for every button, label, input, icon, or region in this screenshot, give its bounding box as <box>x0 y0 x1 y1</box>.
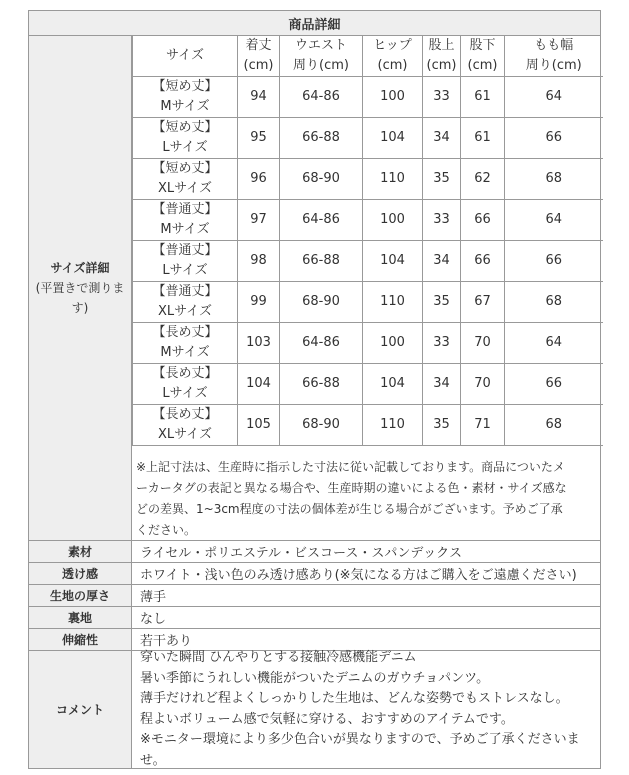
waist-cell: 66-88 <box>280 118 363 159</box>
waist-cell: 64-86 <box>280 323 363 364</box>
table-row <box>133 323 603 364</box>
length-cell: 98 <box>238 241 280 282</box>
length-cell: 104 <box>238 364 280 405</box>
waist-cell: 68-90 <box>280 405 363 446</box>
material-row <box>29 541 600 563</box>
hip-cell: 110 <box>363 405 423 446</box>
product-details-table <box>28 10 601 769</box>
rise-cell: 33 <box>423 323 461 364</box>
transparency-row <box>29 563 600 585</box>
waist-cell: 66-88 <box>280 364 363 405</box>
header-thigh: もも幅 周り(cm) <box>505 36 603 77</box>
size-table-header <box>133 36 603 77</box>
transparency-label: 透け感 <box>29 563 132 584</box>
material-value: ライセル・ポリエステル・ビスコース・スパンデックス <box>140 546 463 561</box>
inseam-cell: 70 <box>461 364 505 405</box>
thickness-row <box>29 585 600 607</box>
inseam-cell: 71 <box>461 405 505 446</box>
rise-cell: 34 <box>423 364 461 405</box>
hip-cell: 100 <box>363 200 423 241</box>
size-cell: 【短め丈】 Mサイズ <box>133 77 238 118</box>
size-cell: 【普通丈】 XLサイズ <box>133 282 238 323</box>
table-row <box>133 159 603 200</box>
stretch-value: 若干あり <box>140 634 193 649</box>
waist-cell: 68-90 <box>280 282 363 323</box>
table-row <box>133 405 603 446</box>
length-cell: 96 <box>238 159 280 200</box>
size-cell: 【長め丈】 Mサイズ <box>133 323 238 364</box>
lining-label: 裏地 <box>29 607 132 628</box>
lining-row <box>29 607 600 629</box>
inseam-cell: 66 <box>461 200 505 241</box>
header-size: サイズ <box>133 36 238 77</box>
length-cell: 99 <box>238 282 280 323</box>
waist-cell: 64-86 <box>280 200 363 241</box>
thigh-cell: 68 <box>505 405 603 446</box>
inseam-cell: 62 <box>461 159 505 200</box>
inseam-cell: 66 <box>461 241 505 282</box>
thigh-cell: 68 <box>505 282 603 323</box>
length-cell: 97 <box>238 200 280 241</box>
table-row <box>133 241 603 282</box>
rise-cell: 35 <box>423 159 461 200</box>
thigh-cell: 66 <box>505 118 603 159</box>
table-row <box>133 282 603 323</box>
thickness-value: 薄手 <box>140 590 167 605</box>
comment-label: コメント <box>29 651 132 768</box>
lining-value: なし <box>140 612 167 627</box>
header-inseam: 股下 (cm) <box>461 36 505 77</box>
size-cell: 【長め丈】 Lサイズ <box>133 364 238 405</box>
table-title: 商品詳細 <box>29 11 600 36</box>
table-row <box>133 118 603 159</box>
hip-cell: 100 <box>363 323 423 364</box>
inseam-cell: 61 <box>461 77 505 118</box>
thigh-cell: 66 <box>505 364 603 405</box>
size-label-sub: (平置きで測ります) <box>35 281 125 315</box>
length-cell: 105 <box>238 405 280 446</box>
rise-cell: 35 <box>423 405 461 446</box>
comment-row <box>29 651 600 768</box>
length-cell: 95 <box>238 118 280 159</box>
thigh-cell: 66 <box>505 241 603 282</box>
thickness-label: 生地の厚さ <box>29 585 132 606</box>
rise-cell: 35 <box>423 282 461 323</box>
hip-cell: 104 <box>363 364 423 405</box>
size-note: ※上記寸法は、生産時に指示した寸法に従い記載しております。商品についたメ ーカータグの表記と異なる場合や、生産時期の違いによる色・素材・サイズ感な どの差異、1~3cm程度の寸法の個体差が生じる場合がございます。予めご了承 ください。 <box>136 460 567 537</box>
length-cell: 94 <box>238 77 280 118</box>
header-waist: ウエスト 周り(cm) <box>280 36 363 77</box>
size-details-label <box>29 36 132 540</box>
comment-text: 穿いた瞬間 ひんやりとする接触冷感機能デニム 暑い季節にうれしい機能がついたデニムのガウチョパンツ。 薄手だけれど程よくしっかりした生地は、どんな姿勢でもストレスなし。 程よいボリューム感で気軽に穿ける、おすすめのアイテムです。 ※モニター環境により多少色合いが異なりますので、予めご了承くださいま せ。 <box>140 650 580 768</box>
size-cell: 【長め丈】 XLサイズ <box>133 405 238 446</box>
size-cell: 【短め丈】 Lサイズ <box>133 118 238 159</box>
table-row <box>133 77 603 118</box>
header-rise: 股上 (cm) <box>423 36 461 77</box>
thigh-cell: 68 <box>505 159 603 200</box>
size-cell: 【短め丈】 XLサイズ <box>133 159 238 200</box>
rise-cell: 34 <box>423 118 461 159</box>
inseam-cell: 70 <box>461 323 505 364</box>
hip-cell: 110 <box>363 282 423 323</box>
waist-cell: 66-88 <box>280 241 363 282</box>
hip-cell: 110 <box>363 159 423 200</box>
rise-cell: 34 <box>423 241 461 282</box>
header-hip: ヒップ (cm) <box>363 36 423 77</box>
thigh-cell: 64 <box>505 77 603 118</box>
transparency-value: ホワイト・浅い色のみ透け感あり(※気になる方はご購入をご遠慮ください) <box>140 568 577 583</box>
hip-cell: 100 <box>363 77 423 118</box>
thigh-cell: 64 <box>505 323 603 364</box>
size-table <box>132 36 603 446</box>
material-label: 素材 <box>29 541 132 562</box>
inseam-cell: 67 <box>461 282 505 323</box>
inseam-cell: 61 <box>461 118 505 159</box>
thigh-cell: 64 <box>505 200 603 241</box>
size-cell: 【普通丈】 Mサイズ <box>133 200 238 241</box>
table-row <box>133 200 603 241</box>
stretch-label: 伸縮性 <box>29 629 132 650</box>
header-length: 着丈 (cm) <box>238 36 280 77</box>
rise-cell: 33 <box>423 77 461 118</box>
waist-cell: 64-86 <box>280 77 363 118</box>
hip-cell: 104 <box>363 118 423 159</box>
size-details-row <box>29 36 600 541</box>
hip-cell: 104 <box>363 241 423 282</box>
size-label-main: サイズ詳細 <box>50 261 110 275</box>
size-cell: 【普通丈】 Lサイズ <box>133 241 238 282</box>
length-cell: 103 <box>238 323 280 364</box>
waist-cell: 68-90 <box>280 159 363 200</box>
rise-cell: 33 <box>423 200 461 241</box>
table-row <box>133 364 603 405</box>
